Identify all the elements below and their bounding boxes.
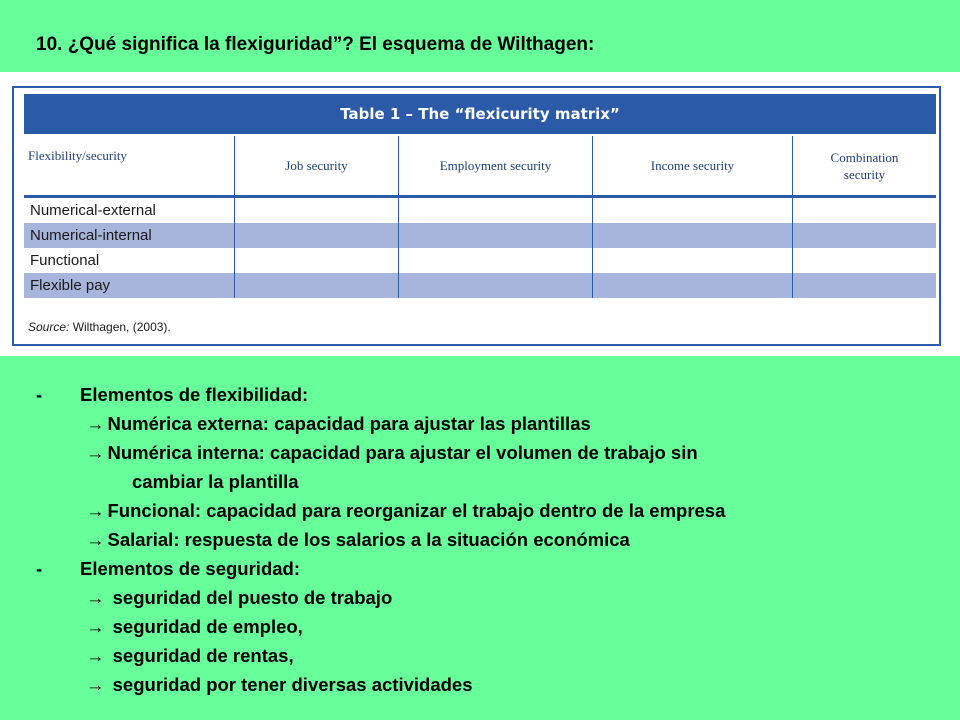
header-combination-security: Combination security [792, 136, 936, 198]
list-item [36, 670, 936, 699]
dash-bullet: - [36, 384, 43, 405]
arrow-right-icon: → [86, 674, 105, 695]
table-cell [792, 248, 936, 273]
table-banner: Table 1 – The “flexicurity matrix” [24, 94, 936, 134]
source-label: Source: [28, 320, 70, 334]
flexibility-heading [36, 380, 936, 409]
arrow-right-icon: → [86, 645, 105, 666]
table-cell [592, 248, 792, 273]
header-employment-security: Employment security [398, 136, 592, 198]
source-text: Wilthagen, (2003). [69, 320, 171, 334]
list-item-text: Funcional: capacidad para reorganizar el trabajo dentro de la empresa [107, 500, 726, 521]
list-item [36, 409, 936, 438]
list-item-text: seguridad de rentas, [107, 645, 294, 666]
table-cell [792, 273, 936, 298]
table-cell [592, 223, 792, 248]
list-item [36, 612, 936, 641]
bullet-list [36, 380, 936, 699]
table-cell [792, 198, 936, 223]
security-heading [36, 554, 936, 583]
arrow-right-icon: → [86, 413, 105, 434]
table-cell [398, 273, 592, 298]
table-cell [234, 273, 398, 298]
matrix-grid [24, 136, 936, 298]
table-cell [234, 198, 398, 223]
table-cell [234, 223, 398, 248]
flexibility-heading-text: Elementos de flexibilidad: [80, 384, 309, 405]
list-item [36, 438, 936, 467]
row-label-numerical-internal: Numerical-internal [24, 223, 234, 248]
arrow-right-icon: → [86, 500, 105, 521]
list-item-text: seguridad del puesto de trabajo [107, 587, 393, 608]
header-flexibility-security: Flexibility/security [24, 136, 234, 198]
arrow-right-icon: → [86, 529, 105, 550]
page-title: 10. ¿Qué significa la flexiguridad”? El esquema de Wilthagen: [36, 34, 595, 55]
table-cell [592, 273, 792, 298]
row-label-functional: Functional [30, 252, 100, 269]
table-cell [592, 198, 792, 223]
header-income-security: Income security [592, 136, 792, 198]
table-source [28, 320, 171, 334]
list-item [36, 641, 936, 670]
row-label-numerical-external: Numerical-external [30, 202, 156, 219]
list-item [36, 496, 936, 525]
table-cell [398, 198, 592, 223]
flexicurity-matrix-table [12, 86, 941, 346]
table-cell [792, 223, 936, 248]
table-cell [234, 248, 398, 273]
list-item-text: seguridad de empleo, [107, 616, 303, 637]
row-label-flexible-pay: Flexible pay [24, 273, 234, 298]
list-item [36, 525, 936, 554]
arrow-right-icon: → [86, 442, 105, 463]
table-cell [398, 223, 592, 248]
list-item-text: Numérica externa: capacidad para ajustar las plantillas [107, 413, 591, 434]
list-item-text: seguridad por tener diversas actividades [107, 674, 473, 695]
table-cell [398, 248, 592, 273]
table-image-panel [0, 72, 960, 356]
list-item-text: Salarial: respuesta de los salarios a la situación económica [107, 529, 630, 550]
list-item [36, 583, 936, 612]
list-item-continuation: cambiar la plantilla [132, 471, 299, 492]
list-item-text: Numérica interna: capacidad para ajustar el volumen de trabajo sin [107, 442, 698, 463]
arrow-right-icon: → [86, 587, 105, 608]
security-heading-text: Elementos de seguridad: [80, 558, 300, 579]
arrow-right-icon: → [86, 616, 105, 637]
dash-bullet: - [36, 558, 43, 579]
header-job-security: Job security [234, 136, 398, 198]
